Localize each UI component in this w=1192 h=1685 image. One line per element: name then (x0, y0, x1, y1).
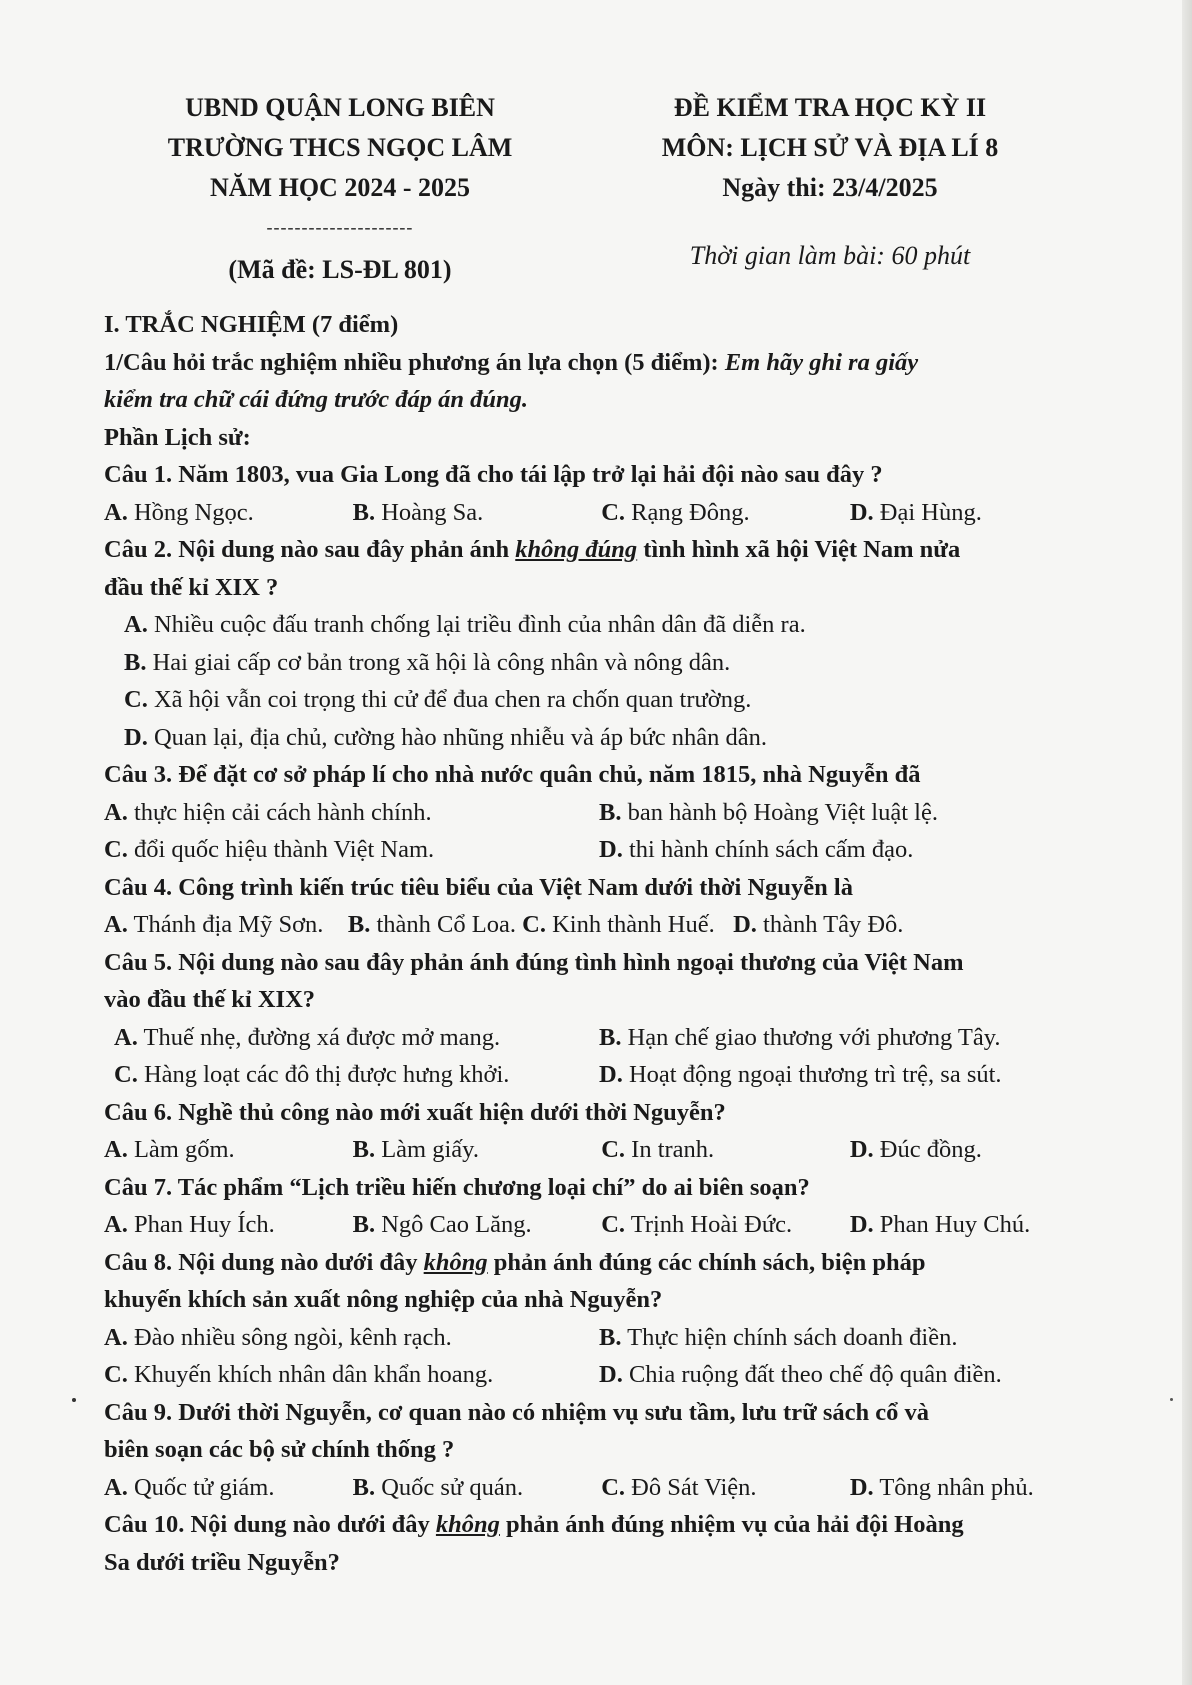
q4-option-a[interactable]: A. Thánh địa Mỹ Sơn. (104, 911, 324, 938)
school-header (130, 88, 550, 290)
q5-option-a[interactable]: A. Thuế nhẹ, đường xá được mở mang. (114, 1023, 501, 1051)
q3-options-row1 (104, 794, 1094, 832)
exam-header (630, 88, 1030, 276)
margin-dot-right (1170, 1398, 1173, 1401)
q5-option-c[interactable]: C. Hàng loạt các đô thị được hưng khởi. (114, 1061, 510, 1088)
instruction-bold: 1/Câu hỏi trắc nghiệm nhiều phương án lựa chọn (5 điểm): (104, 348, 719, 376)
exam-content (104, 306, 1094, 1581)
scan-edge (1182, 0, 1192, 1685)
question-5: Câu 5. Nội dung nào sau đây phản ánh đúng tình hình ngoại thương của Việt Nam (104, 948, 964, 976)
q1-option-a[interactable]: A. Hồng Ngọc. (104, 498, 254, 526)
part-title: Phần Lịch sử: (104, 423, 251, 451)
q8-option-d[interactable]: D. Chia ruộng đất theo chế độ quân điền. (599, 1361, 1002, 1388)
q8-option-a[interactable]: A. Đào nhiều sông ngòi, kênh rạch. (104, 1323, 452, 1351)
q6-option-b[interactable]: B. Làm giấy. (352, 1136, 479, 1163)
school-year: NĂM HỌC 2024 - 2025 (210, 173, 470, 202)
q1-options (104, 494, 1094, 532)
question-10: Câu 10. Nội dung nào dưới đây không phản ánh đúng nhiệm vụ của hải đội Hoàng (104, 1511, 964, 1538)
q4-option-c[interactable]: C. Kinh thành Huế. (522, 911, 715, 938)
q7-options (104, 1206, 1094, 1244)
q4-option-b[interactable]: B. thành Cổ Loa. (347, 911, 516, 938)
question-10-line2: Sa dưới triều Nguyễn? (104, 1548, 340, 1576)
instruction (104, 344, 1094, 382)
instruction-italic-2: kiểm tra chữ cái đứng trước đáp án đúng. (104, 386, 529, 413)
q8-options-row1 (104, 1319, 1094, 1357)
question-8: Câu 8. Nội dung nào dưới đây không phản ánh đúng các chính sách, biện pháp (104, 1248, 926, 1276)
question-4: Câu 4. Công trình kiến trúc tiêu biểu của Việt Nam dưới thời Nguyễn là (104, 873, 853, 901)
subject: MÔN: LỊCH SỬ VÀ ĐỊA LÍ 8 (661, 133, 999, 162)
q2-option-d[interactable]: D. Quan lại, địa chủ, cường hào nhũng nhiễu và áp bức nhân dân. (124, 723, 768, 751)
q8-options-row2 (104, 1356, 1094, 1394)
district-name: UBND QUẬN LONG BIÊN (185, 93, 495, 122)
question-9: Câu 9. Dưới thời Nguyễn, cơ quan nào có nhiệm vụ sưu tầm, lưu trữ sách cổ và (104, 1398, 930, 1426)
school-name: TRƯỜNG THCS NGỌC LÂM (167, 133, 513, 162)
margin-dot (72, 1398, 76, 1402)
section-title: I. TRẮC NGHIỆM (7 điểm) (104, 311, 399, 338)
q7-option-b[interactable]: B. Ngô Cao Lăng. (352, 1211, 532, 1238)
q4-option-d[interactable]: D. thành Tây Đô. (733, 911, 904, 938)
q2-option-c[interactable]: C. Xã hội vẫn coi trọng thi cử để đua chen ra chốn quan trường. (124, 686, 752, 713)
question-7: Câu 7. Tác phẩm “Lịch triều hiến chương loại chí” do ai biên soạn? (104, 1173, 810, 1201)
q1-option-c[interactable]: C. Rạng Đông. (601, 498, 750, 526)
divider: --------------------- (266, 217, 414, 237)
question-5-line2: vào đầu thế kỉ XIX? (104, 986, 316, 1013)
q9-option-d[interactable]: D. Tông nhân phủ. (849, 1473, 1034, 1501)
exam-code: (Mã đề: LS-ĐL 801) (228, 255, 452, 284)
q7-option-c[interactable]: C. Trịnh Hoài Đức. (601, 1211, 793, 1238)
time-limit: Thời gian làm bài: 60 phút (689, 241, 971, 270)
question-2-line2: đầu thế kỉ XIX ? (104, 573, 279, 601)
question-1: Câu 1. Năm 1803, vua Gia Long đã cho tái lập trở lại hải đội nào sau đây ? (104, 461, 883, 488)
q2-option-a[interactable]: A. Nhiều cuộc đấu tranh chống lại triều đình của nhân dân đã diễn ra. (124, 611, 806, 638)
q3-option-c[interactable]: C. đổi quốc hiệu thành Việt Nam. (104, 836, 435, 863)
q1-option-d[interactable]: D. Đại Hùng. (849, 498, 982, 526)
question-9-line2: biên soạn các bộ sử chính thống ? (104, 1436, 455, 1463)
q6-option-c[interactable]: C. In tranh. (601, 1136, 715, 1163)
q9-option-a[interactable]: A. Quốc tử giám. (104, 1473, 275, 1501)
q7-option-a[interactable]: A. Phan Huy Ích. (104, 1211, 275, 1238)
q9-option-b[interactable]: B. Quốc sử quán. (352, 1473, 524, 1501)
q6-options (104, 1131, 1094, 1169)
q5-option-d[interactable]: D. Hoạt động ngoại thương trì trệ, sa sút. (599, 1061, 1002, 1088)
q2-option-b[interactable]: B. Hai giai cấp cơ bản trong xã hội là công nhân và nông dân. (124, 648, 731, 676)
q6-option-d[interactable]: D. Đúc đồng. (849, 1136, 982, 1163)
question-2: Câu 2. Nội dung nào sau đây phản ánh không đúng tình hình xã hội Việt Nam nửa (104, 536, 961, 563)
q3-option-a[interactable]: A. thực hiện cải cách hành chính. (104, 798, 432, 826)
q8-option-b[interactable]: B. Thực hiện chính sách doanh điền. (599, 1323, 958, 1351)
q6-option-a[interactable]: A. Làm gốm. (104, 1136, 235, 1163)
question-6: Câu 6. Nghề thủ công nào mới xuất hiện dưới thời Nguyễn? (104, 1098, 726, 1126)
q5-options-row2 (104, 1056, 1094, 1094)
q3-option-b[interactable]: B. ban hành bộ Hoàng Việt luật lệ. (599, 798, 938, 826)
q5-option-b[interactable]: B. Hạn chế giao thương với phương Tây. (599, 1023, 1001, 1051)
q1-option-b[interactable]: B. Hoàng Sa. (352, 498, 484, 526)
q7-option-d[interactable]: D. Phan Huy Chú. (849, 1211, 1031, 1238)
exam-title: ĐỀ KIỂM TRA HỌC KỲ II (673, 93, 987, 122)
q5-options-row1 (104, 1019, 1094, 1057)
q9-options (104, 1469, 1094, 1507)
instruction-italic: Em hãy ghi ra giấy (724, 348, 919, 376)
q3-option-d[interactable]: D. thi hành chính sách cấm đạo. (599, 836, 914, 863)
q4-options (104, 906, 1094, 944)
question-8-line2: khuyến khích sản xuất nông nghiệp của nhà Nguyễn? (104, 1286, 663, 1313)
q3-options-row2 (104, 831, 1094, 869)
exam-date: Ngày thi: 23/4/2025 (722, 173, 938, 202)
q9-option-c[interactable]: C. Đô Sát Viện. (601, 1473, 757, 1501)
q2-options (104, 606, 1094, 756)
q8-option-c[interactable]: C. Khuyến khích nhân dân khẩn hoang. (104, 1361, 494, 1388)
question-3: Câu 3. Để đặt cơ sở pháp lí cho nhà nước quân chủ, năm 1815, nhà Nguyễn đã (104, 761, 921, 788)
